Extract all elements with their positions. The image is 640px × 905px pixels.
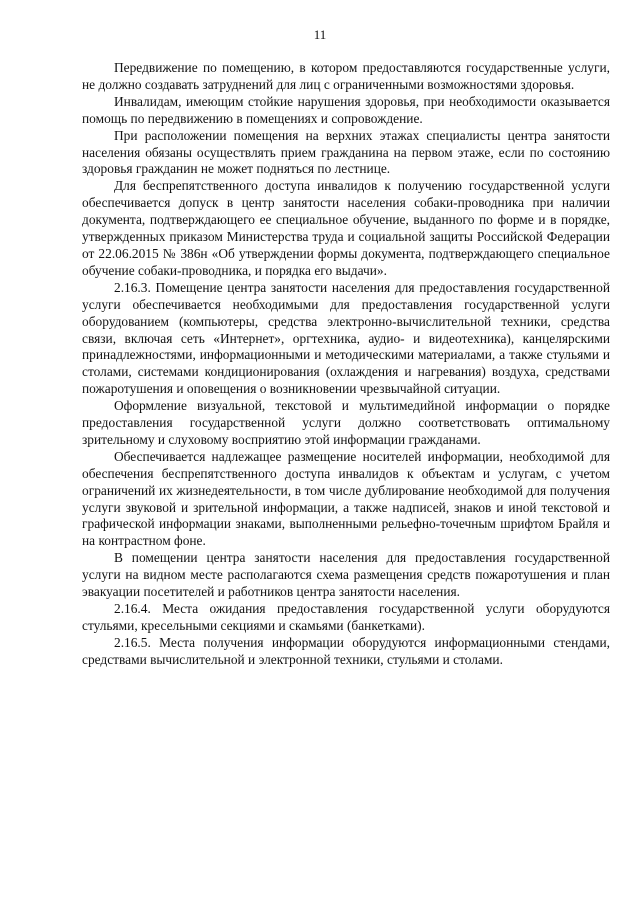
paragraph-assistance: Инвалидам, имеющим стойкие нарушения здоровья, при необходимости оказывается помощь по передвижению в помещениях и сопровождение. (82, 93, 610, 126)
paragraph-evacuation-plan: В помещении центра занятости населения для предоставления государственной услуги на видном месте располагаются схема размещения средств пожаротушения и план эвакуации посетителей и работников центра занятости населения. (82, 550, 610, 600)
document-body (82, 60, 610, 669)
paragraph-2-16-5: 2.16.5. Места получения информации оборудуются информационными стендами, средствами вычислительной и электронной техники, стульями и столами. (82, 634, 610, 667)
paragraph-2-16-4: 2.16.4. Места ожидания предоставления государственной услуги оборудуются стульями, кресельными секциями и скамьями (банкетками). (82, 601, 610, 633)
paragraph-information-placement: Обеспечивается надлежащее размещение носителей информации, необходимой для обеспечения беспрепятственного доступа инвалидов к объектам и услугам, с учетом ограничений их жизнедеятельности, в том числе дублирование необходимой для получения услуги звуковой и зрительной информации, а также надписей, знаков и иной текстовой и графической информации знаками, выполненными рельефно-точечным шрифтом Брайля и на контрастном фоне. (82, 448, 610, 549)
page-number: 11 (313, 27, 327, 42)
paragraph-information-design: Оформление визуальной, текстовой и мультимедийной информации о порядке предоставления государственной услуги должно соответствовать оптимальному зрительному и слуховому восприятию этой информации гражданами. (82, 398, 610, 447)
paragraph-upper-floors: При расположении помещения на верхних этажах специалисты центра занятости населения обязаны осуществлять прием гражданина на первом этаже, если по состоянию здоровья гражданин не может подняться по лестнице. (82, 127, 610, 177)
paragraph-2-16-3: 2.16.3. Помещение центра занятости населения для предоставления государственной услуги обеспечивается необходимыми для предоставления государственной услуги оборудованием (компьютеры, средства электронно-вычислительной техники, средства связи, включая сеть «Интернет», оргтехника, аудио- и видеотехника), канцелярскими принадлежностями, информационными и методическими материалами, а также стульями и столами, системами кондиционирования (охлаждения и нагревания) воздуха, средствами пожаротушения и оповещения о возникновении чрезвычайной ситуации. (82, 279, 610, 397)
paragraph-movement: Передвижение по помещению, в котором предоставляются государственные услуги, не должно создавать затруднений для лиц с ограниченными возможностями здоровья. (82, 60, 610, 92)
paragraph-guide-dog: Для беспрепятственного доступа инвалидов к получению государственной услуги обеспечивается допуск в центр занятости населения собаки-проводника при наличии документа, подтверждающего ее специальное обучение, выданного по форме и в порядке, утвержденных приказом Министерства труда и социальной защиты Российской Федерации от 22.06.2015 № 386н «Об утверждении формы документа, подтверждающего специальное обучение собаки-проводника, и порядка его выдачи». (82, 178, 610, 278)
